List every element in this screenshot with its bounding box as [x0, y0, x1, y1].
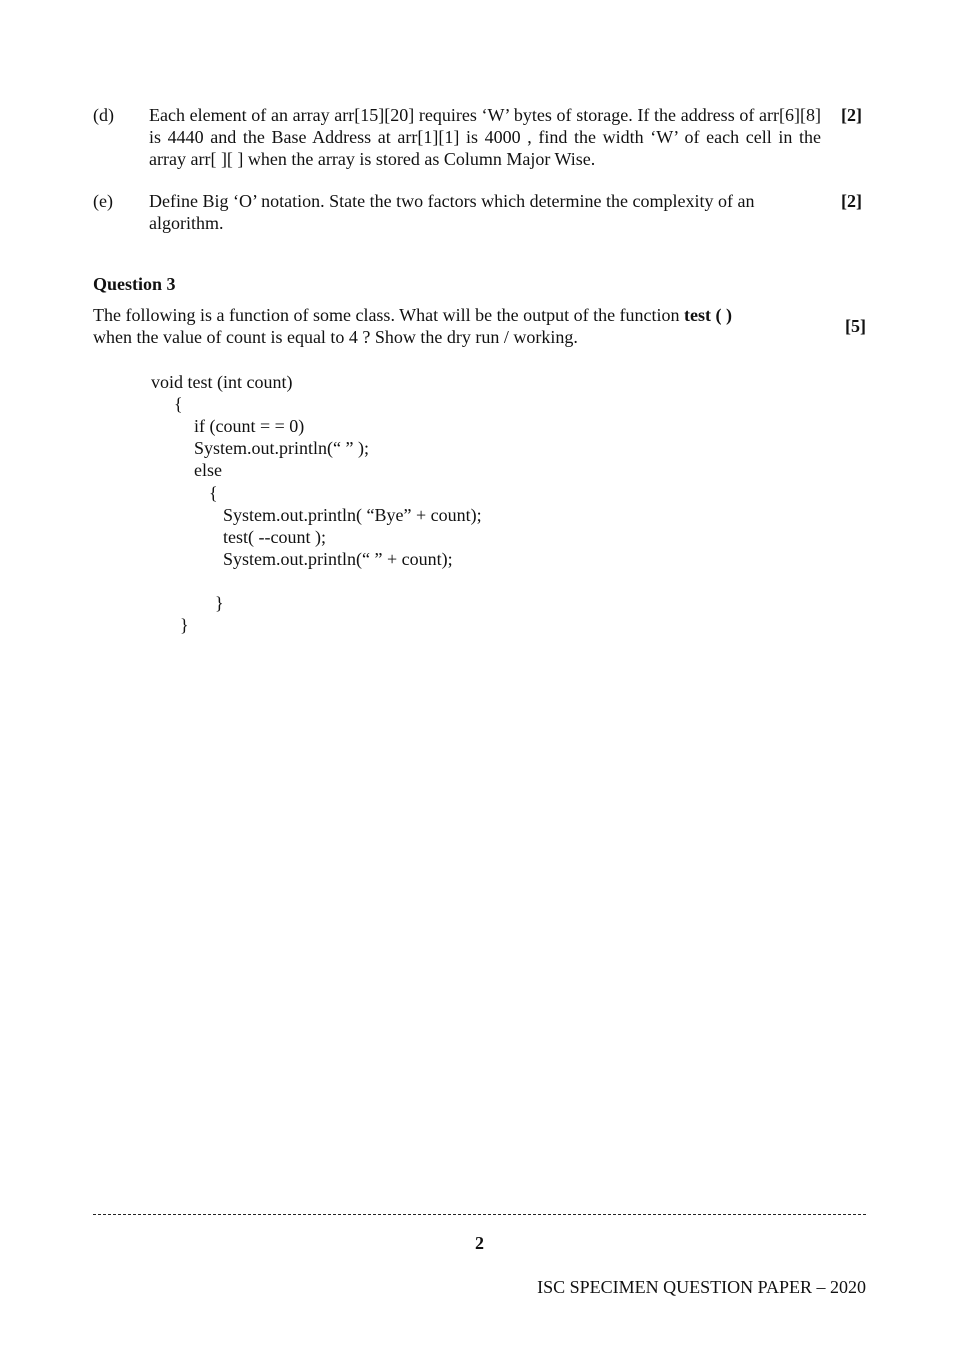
- page-number: 2: [475, 1233, 484, 1253]
- question-3-heading: Question 3: [93, 274, 176, 294]
- code-line: {: [209, 483, 218, 503]
- question-e-marks: [2]: [841, 191, 862, 211]
- code-line: if (count = = 0): [194, 416, 305, 436]
- question-3-intro-part2: when the value of count is equal to 4 ? Show the dry run / working.: [93, 327, 578, 347]
- question-3-intro-part1: The following is a function of some class. What will be the output of the function: [93, 305, 685, 325]
- code-line: void test (int count): [151, 372, 293, 392]
- paper-title: ISC SPECIMEN QUESTION PAPER – 2020: [537, 1277, 866, 1297]
- footer-divider: [93, 1214, 866, 1215]
- code-line: }: [180, 615, 189, 635]
- question-3-marks: [5]: [845, 316, 866, 336]
- code-line: else: [194, 460, 222, 480]
- code-line: System.out.println(“ ” );: [194, 438, 369, 458]
- code-line: System.out.println( “Bye” + count);: [223, 505, 482, 525]
- code-line: test( --count );: [223, 527, 326, 547]
- code-line: {: [174, 394, 183, 414]
- question-e-label: (e): [93, 191, 113, 211]
- question-e-text: Define Big ‘O’ notation. State the two factors which determine the complexity of an algorithm.: [149, 191, 755, 233]
- function-name: test ( ): [684, 305, 733, 325]
- question-d-text: Each element of an array arr[15][20] requires ‘W’ bytes of storage. If the address of arr[6][8] is 4440 and the Base Address at arr[1][1] is 4000 , find the width ‘W’ of each cell in the array arr[ ][ ] when the array is stored as Column Major Wise.: [149, 105, 821, 169]
- question-3-intro: [93, 304, 793, 348]
- question-d-marks: [2]: [841, 105, 862, 125]
- question-d-label: (d): [93, 105, 114, 125]
- code-line: }: [215, 593, 224, 613]
- code-line: System.out.println(“ ” + count);: [223, 549, 453, 569]
